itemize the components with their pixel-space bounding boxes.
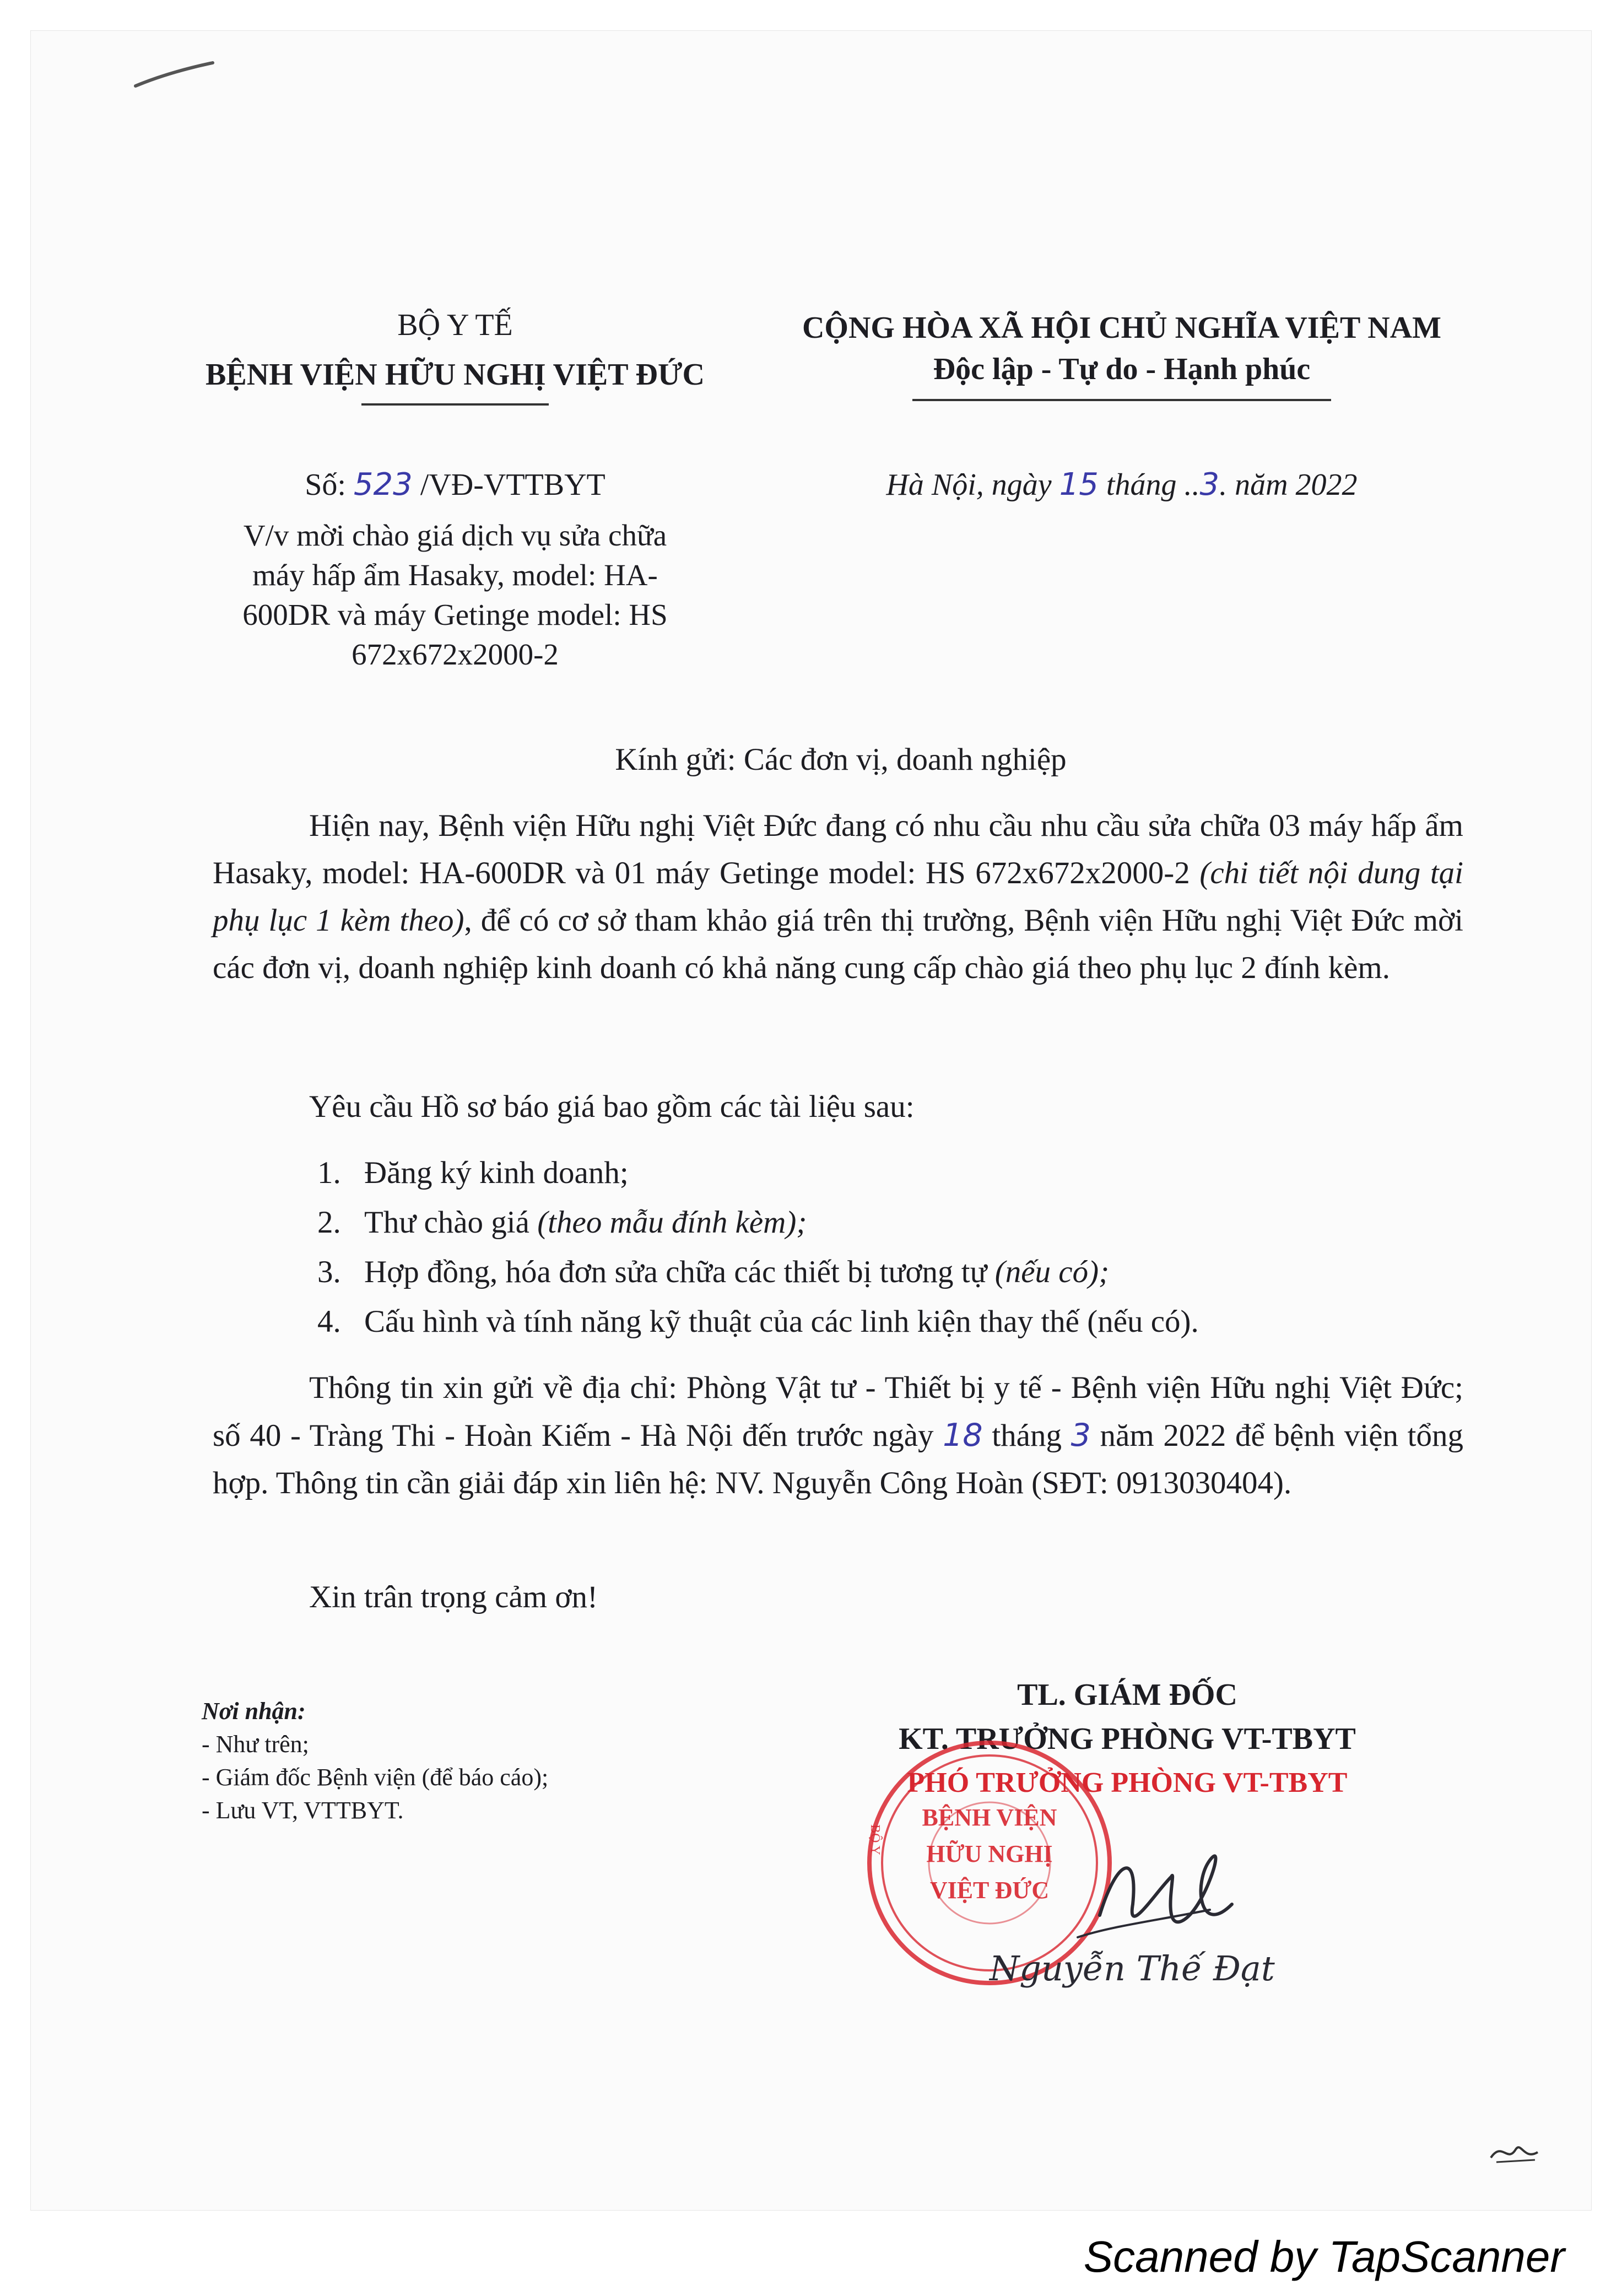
list-item: 1. Đăng ký kinh doanh; bbox=[317, 1155, 629, 1190]
recipient-line: - Như trên; bbox=[202, 1731, 309, 1758]
signature-red-title: PHÓ TRƯỞNG PHÒNG VT-TBYT bbox=[907, 1767, 1348, 1798]
document-number: Số: 523 /VĐ-VTTBYT bbox=[305, 467, 605, 503]
scanner-watermark: Scanned by TapScanner bbox=[1083, 2232, 1565, 2281]
document-date: Hà Nội, ngày 15 tháng ..3. năm 2022 bbox=[886, 467, 1358, 503]
pen-mark bbox=[130, 58, 218, 91]
recipient-line: - Giám đốc Bệnh viện (để báo cáo); bbox=[202, 1764, 549, 1791]
document-number-handwritten: 523 bbox=[353, 467, 413, 503]
document-subject: V/v mời chào giá dịch vụ sửa chữa máy hấp ẩm Hasaky, model: HA- 600DR và máy Getinge model: HS 672x672x2000-2 bbox=[242, 518, 668, 671]
motto: Độc lập - Tự do - Hạnh phúc bbox=[933, 352, 1311, 386]
greeting: Kính gửi: Các đơn vị, doanh nghiệp bbox=[615, 742, 1067, 777]
hospital-name: BỆNH VIỆN HỮU NGHỊ VIỆT ĐỨC bbox=[205, 358, 705, 392]
intro-paragraph: Hiện nay, Bệnh viện Hữu nghị Việt Đức đang có nhu cầu nhu cầu sửa chữa 03 máy hấp ẩm Hasaky, model: HA-600DR và 01 máy Getinge model: HS 672x672x2000-2 (chi tiết nội dung tại phụ lục 1 kèm theo), để có cơ sở tham khảo giá trên thị trường, Bệnh viện Hữu nghị Việt Đức mời các đơn vị, doanh nghiệp kinh doanh có khả năng cung cấp chào giá theo phụ lục 2 đính kèm. bbox=[213, 808, 1464, 985]
list-item: 3. Hợp đồng, hóa đơn sửa chữa các thiết bị tương tự (nếu có); bbox=[317, 1255, 1110, 1289]
list-item: 4. Cấu hình và tính năng kỹ thuật của các linh kiện thay thế (nếu có). bbox=[317, 1304, 1199, 1339]
republic-name: CỘNG HÒA XÃ HỘI CHỦ NGHĨA VIỆT NAM bbox=[802, 311, 1442, 345]
stamp-side-text: BỘ Y bbox=[868, 1824, 882, 1855]
recipients-block bbox=[202, 1695, 548, 1827]
recipients-title: Nơi nhận: bbox=[202, 1698, 306, 1725]
corner-initials bbox=[1485, 2136, 1546, 2169]
document-page bbox=[31, 31, 1591, 2210]
recipient-line: - Lưu VT, VTTBYT. bbox=[202, 1797, 404, 1824]
stamp-text: BỆNH VIỆN HỮU NGHỊ VIỆT ĐỨC bbox=[922, 1804, 1057, 1904]
list-item: 2. Thư chào giá (theo mẫu đính kèm); bbox=[317, 1205, 807, 1240]
closing-thanks: Xin trân trọng cảm ơn! bbox=[309, 1580, 598, 1614]
requirements-intro: Yêu cầu Hồ sơ báo giá bao gồm các tài liệu sau: bbox=[309, 1089, 915, 1124]
signature-line-2: KT. TRƯỞNG PHÒNG VT-TBYT bbox=[899, 1722, 1356, 1756]
hospital-underline bbox=[361, 403, 549, 406]
signature-line-1: TL. GIÁM ĐỐC bbox=[1017, 1678, 1237, 1712]
ministry-name: BỘ Y TẾ bbox=[397, 308, 513, 342]
signer-name: Nguyễn Thế Đạt bbox=[990, 1948, 1275, 1989]
contact-paragraph: Thông tin xin gửi về địa chỉ: Phòng Vật tư - Thiết bị y tế - Bệnh viện Hữu nghị Việt Đức; số 40 - Tràng Thi - Hoàn Kiếm - Hà Nội đến trước ngày 18 tháng 3 năm 2022 để bệnh viện tổng hợp. Thông tin cần giải đáp xin liên hệ: NV. Nguyễn Công Hoàn (SĐT: 0913030404). bbox=[213, 1370, 1463, 1500]
motto-underline bbox=[912, 399, 1331, 401]
